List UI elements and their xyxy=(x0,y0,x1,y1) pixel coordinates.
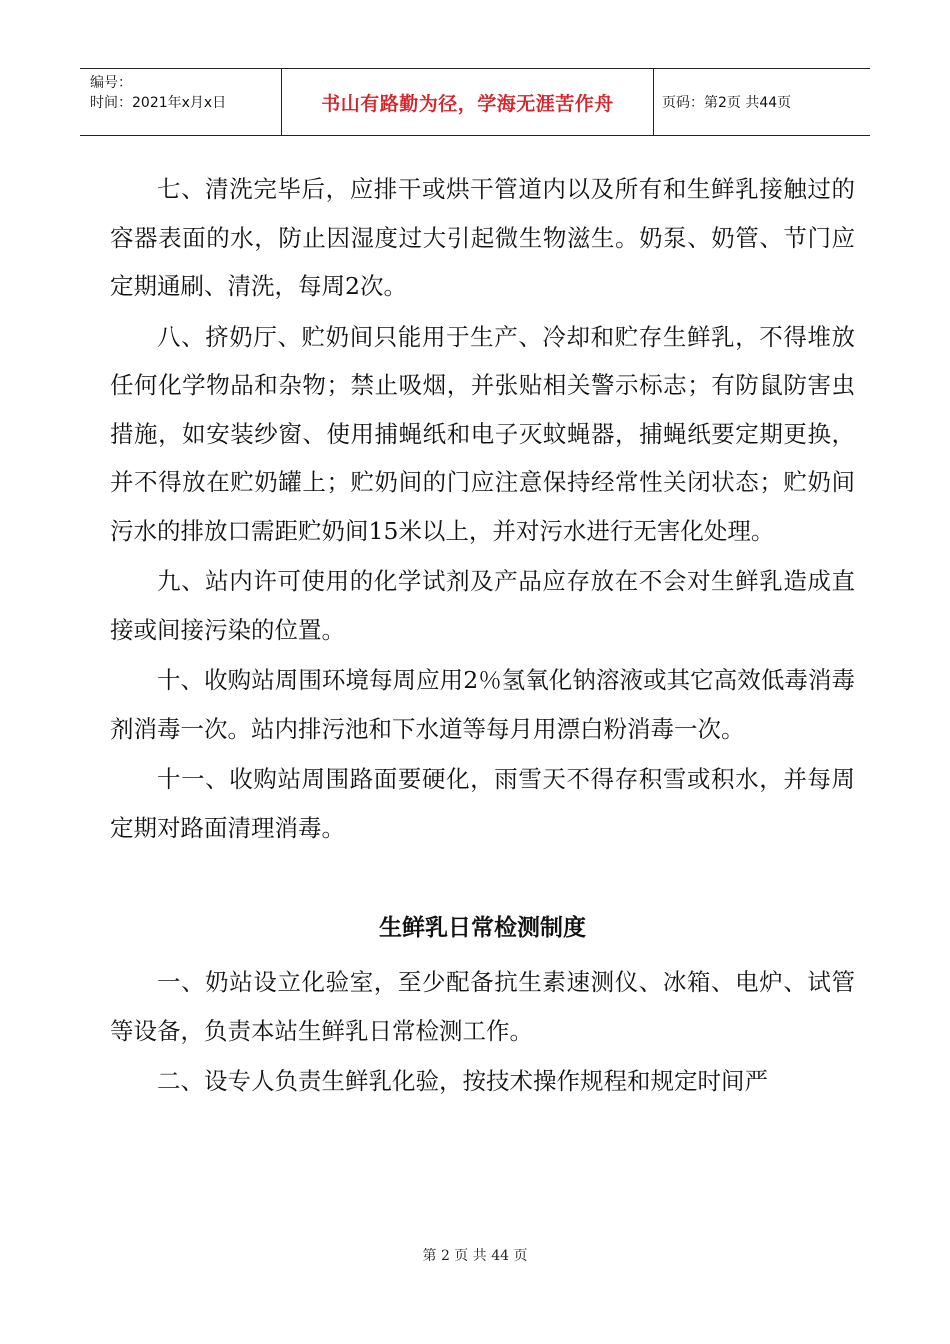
paragraph-7: 七、清洗完毕后，应排干或烘干管道内以及所有和生鲜乳接触过的容器表面的水，防止因湿度过大引起微生物滋生。奶泵、奶管、节门应定期通刷、清洗，每周2次。 xyxy=(110,175,855,300)
document-body xyxy=(110,165,855,1106)
header-page-info: 页码：第2页 共44页 xyxy=(662,95,792,111)
header-meta xyxy=(80,69,282,135)
section-paragraph-1: 一、奶站设立化验室，至少配备抗生素速测仪、冰箱、电炉、试管等设备，负责本站生鲜乳日常检测工作。 xyxy=(110,968,855,1045)
section-title: 生鲜乳日常检测制度 xyxy=(379,915,586,941)
page-header xyxy=(80,68,870,136)
page-footer: 第 2 页 共 44 页 xyxy=(422,1248,528,1264)
paragraph-9: 九、站内许可使用的化学试剂及产品应存放在不会对生鲜乳造成直接或间接污染的位置。 xyxy=(110,567,855,644)
section-paragraph-2: 二、设专人负责生鲜乳化验，按技术操作规程和规定时间严 xyxy=(157,1067,768,1095)
document-time-label: 时间：2021年x月x日 xyxy=(90,95,227,111)
paragraph-8: 八、挤奶厅、贮奶间只能用于生产、冷却和贮存生鲜乳，不得堆放任何化学物品和杂物；禁止吸烟，并张贴相关警示标志；有防鼠防害虫措施，如安装纱窗、使用捕蝇纸和电子灭蚊蝇器，捕蝇纸要定期更换，并不得放在贮奶罐上；贮奶间的门应注意保持经常性关闭状态；贮奶间污水的排放口需距贮奶间15米以上，并对污水进行无害化处理。 xyxy=(110,322,855,545)
paragraph-10: 十、收购站周围环境每周应用2％氢氧化钠溶液或其它高效低毒消毒剂消毒一次。站内排污池和下水道等每月用漂白粉消毒一次。 xyxy=(110,666,855,743)
paragraph-11: 十一、收购站周围路面要硬化，雨雪天不得存积雪或积水，并每周定期对路面清理消毒。 xyxy=(110,765,855,842)
header-motto: 书山有路勤为径，学海无涯苦作舟 xyxy=(282,69,654,135)
document-number-label: 编号： xyxy=(90,75,132,91)
